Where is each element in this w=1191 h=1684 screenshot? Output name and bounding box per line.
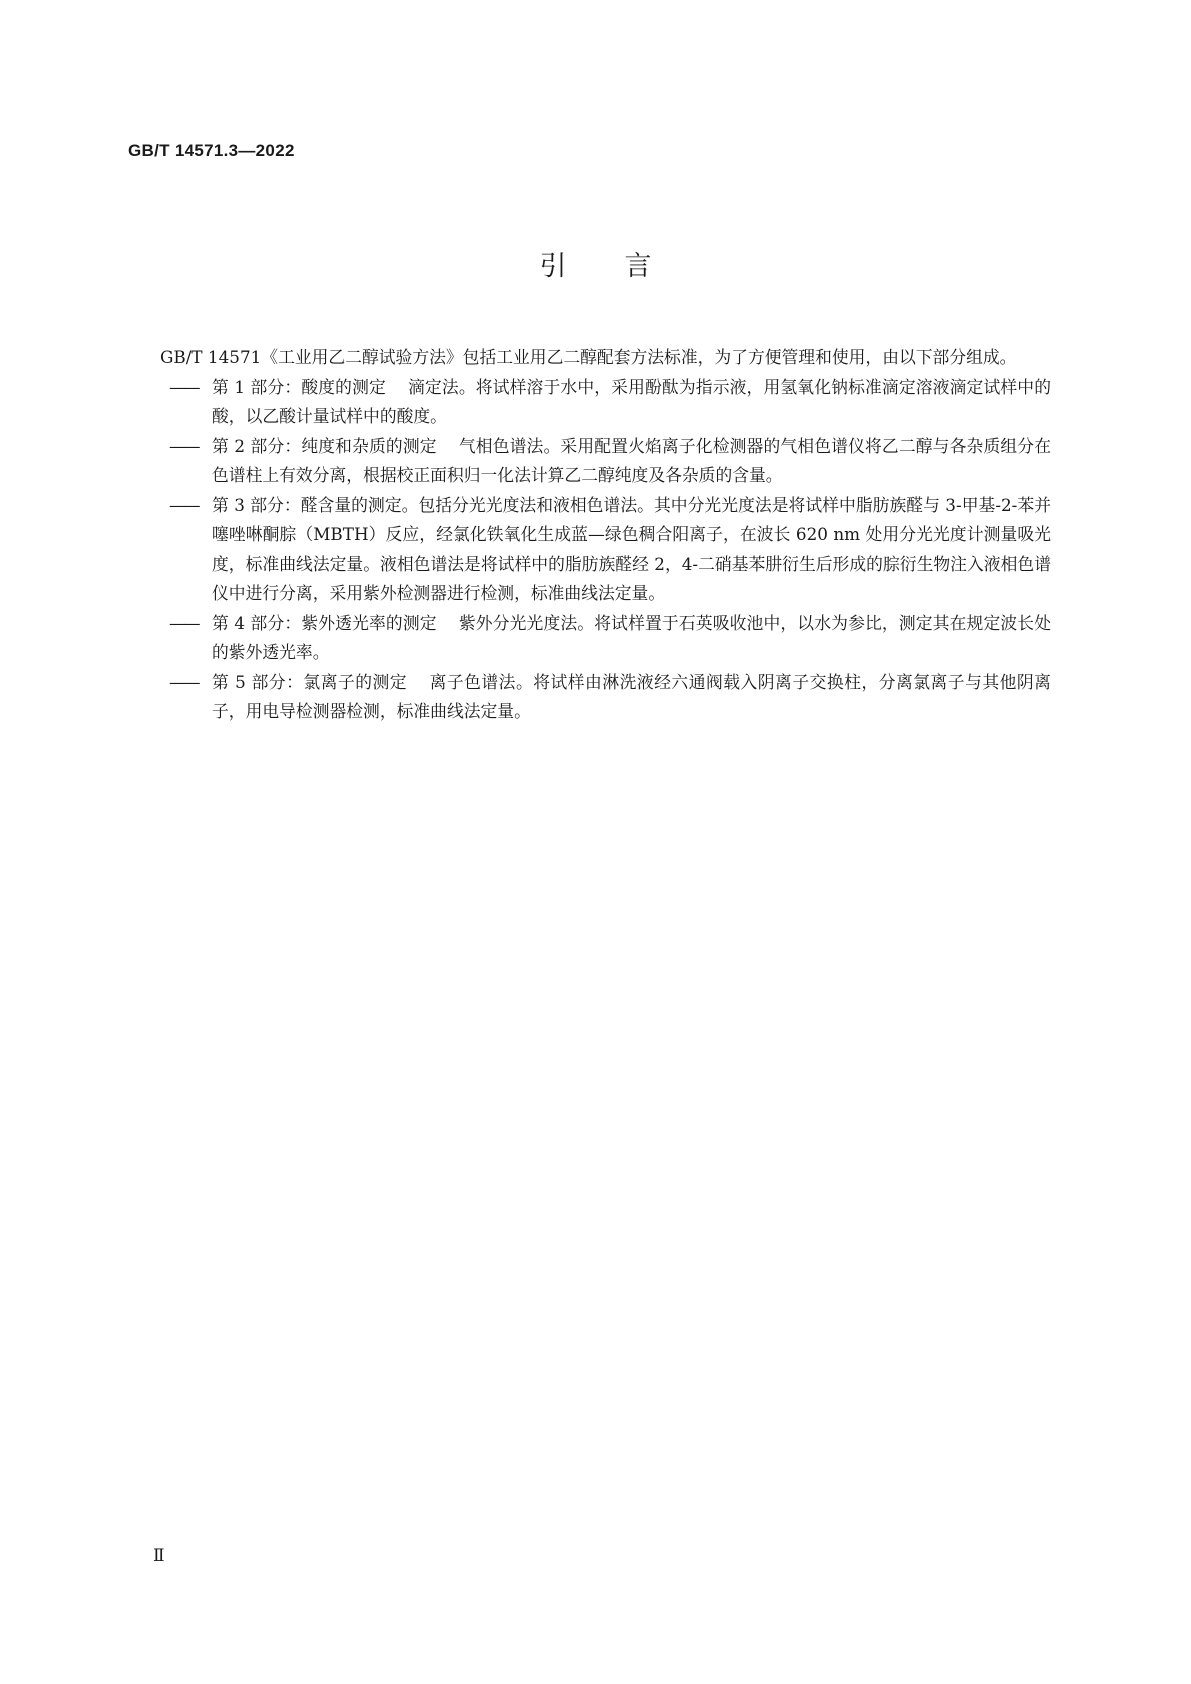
part-description: 将试样溶于水中，采用酚酞为指示液，用氢氧化钠标准滴定溶液滴定试样中的酸，以乙酸计量试样中的酸度。 xyxy=(212,376,1051,426)
em-dash: —— xyxy=(169,671,199,692)
part-description: 将试样由淋洗液经六通阀载入阴离子交换柱，分离氯离子与其他阴离子，用电导检测器检测，标准曲线法定量。 xyxy=(212,671,1051,721)
list-item-part-1 xyxy=(127,373,1051,432)
part-method: 紫外分光光度法。 xyxy=(458,612,595,633)
list-item-part-4 xyxy=(127,609,1051,668)
part-name: 第 2 部分：纯度和杂质的测定 xyxy=(212,435,437,456)
list-item-part-5 xyxy=(127,668,1051,727)
list-item-part-3 xyxy=(127,491,1051,609)
part-method: 气相色谱法。 xyxy=(458,435,561,456)
em-dash: —— xyxy=(169,494,199,515)
part-name: 第 4 部分：紫外透光率的测定 xyxy=(212,612,437,633)
intro-paragraph: GB/T 14571《工业用乙二醇试验方法》包括工业用乙二醇配套方法标准，为了方便管理和使用，由以下部分组成。 xyxy=(160,347,1017,367)
document-body xyxy=(127,343,1051,727)
part-method: 离子色谱法。 xyxy=(429,671,534,692)
part-method: 滴定法。 xyxy=(407,376,476,397)
em-dash: —— xyxy=(169,376,199,397)
standard-code: GB/T 14571.3—2022 xyxy=(128,141,295,160)
page-number: Ⅱ xyxy=(153,1546,165,1566)
part-name: 第 1 部分：酸度的测定 xyxy=(212,376,386,397)
list-item-part-2 xyxy=(127,432,1051,491)
part-description: 包括分光光度法和液相色谱法。其中分光光度法是将试样中脂肪族醛与 3-甲基-2-苯并噻唑啉酮腙（MBTH）反应，经氯化铁氧化生成蓝—绿色稠合阳离子，在波长 620 nm 处用分光光度计测量吸光度，标准曲线法定量。液相色谱法是将试样中的脂肪族醛经 2，4-二硝基苯肼衍生后形成的腙衍生物注入液相色谱仪中进行分离，采用紫外检测器进行检测，标准曲线法定量。 xyxy=(212,494,1051,603)
em-dash: —— xyxy=(169,435,199,456)
part-name: 第 3 部分：醛含量的测定。 xyxy=(212,494,419,515)
em-dash: —— xyxy=(169,612,199,633)
part-description: 将试样置于石英吸收池中，以水为参比，测定其在规定波长处的紫外透光率。 xyxy=(212,612,1051,662)
page-title: 引言 xyxy=(539,251,710,282)
part-description: 采用配置火焰离子化检测器的气相色谱仪将乙二醇与各杂质组分在色谱柱上有效分离，根据校正面积归一化法计算乙二醇纯度及各杂质的含量。 xyxy=(212,435,1051,485)
part-name: 第 5 部分：氯离子的测定 xyxy=(212,671,408,692)
